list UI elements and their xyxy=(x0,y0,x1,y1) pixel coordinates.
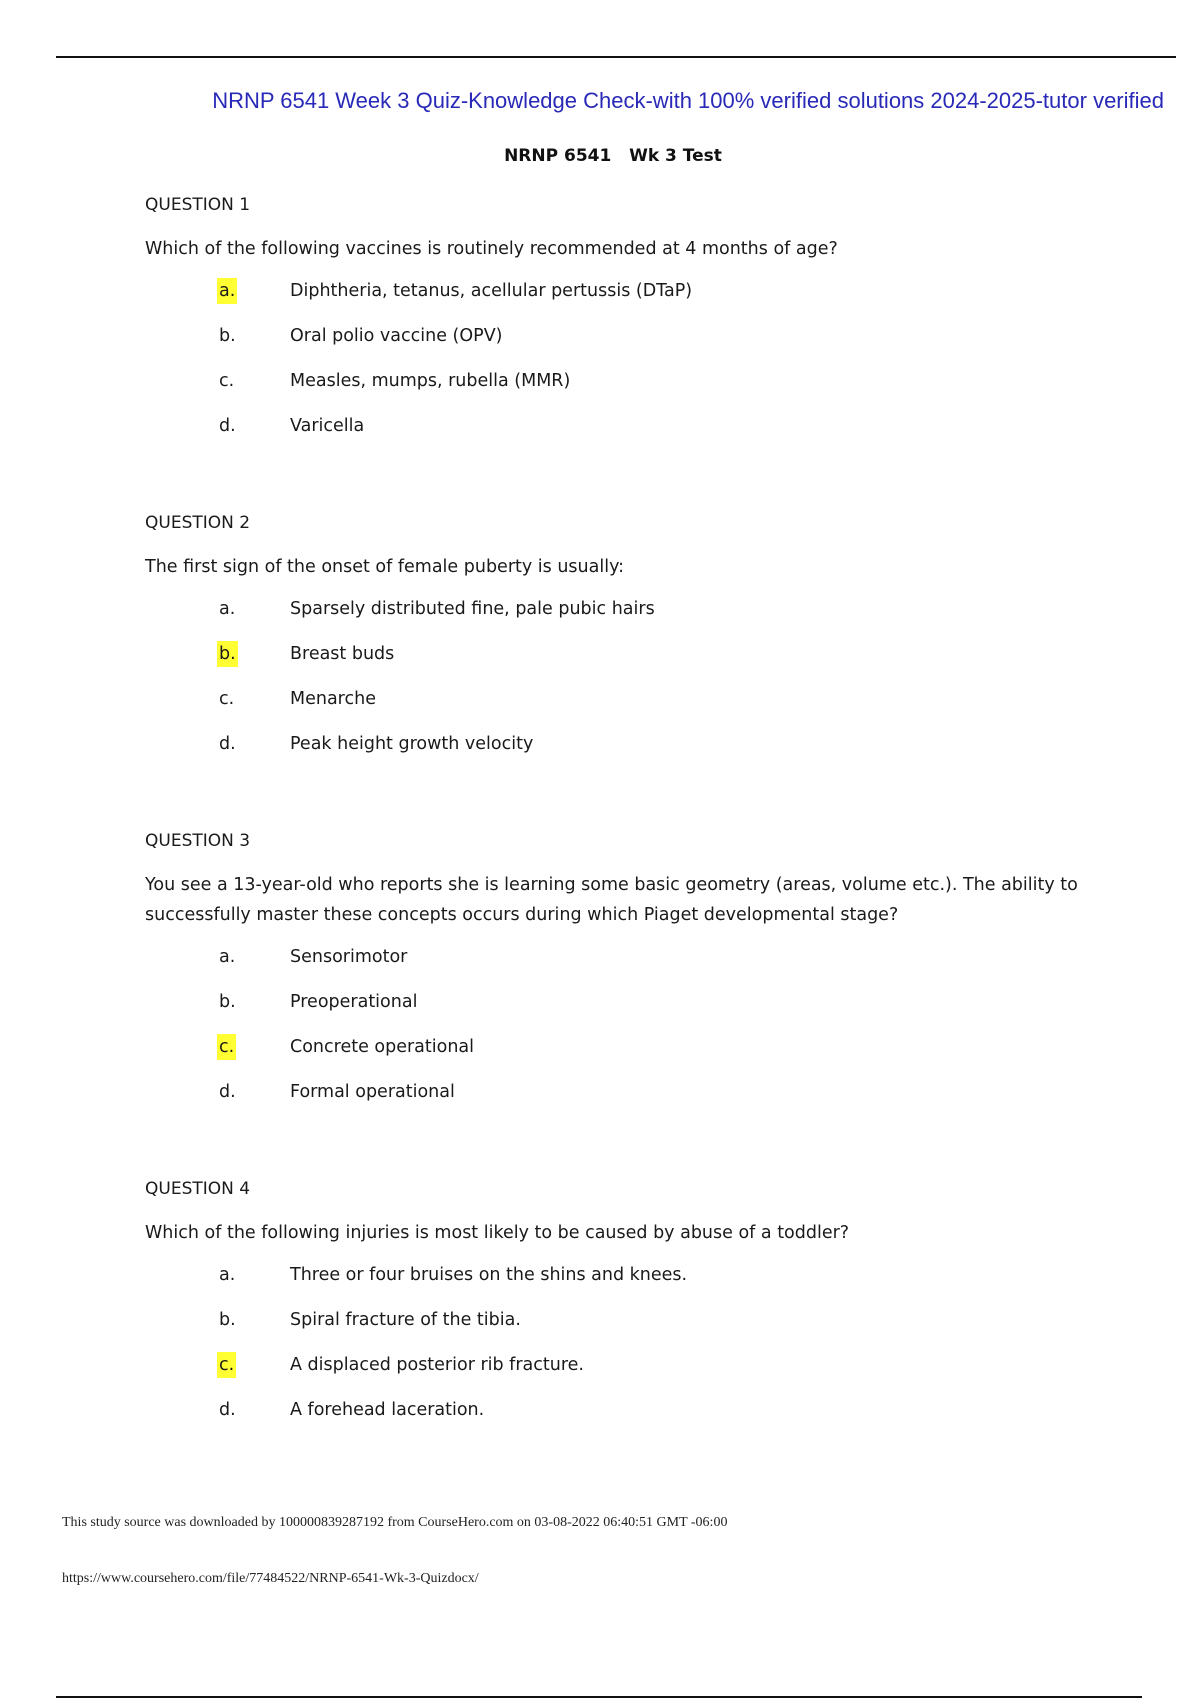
option-letter: b. xyxy=(219,992,236,1012)
option-b xyxy=(145,321,1095,366)
option-letter-correct: b. xyxy=(217,641,238,667)
download-source-notice: This study source was downloaded by 100000839287192 from CourseHero.com on 03-08-2022 06:40:51 GMT -06:00 xyxy=(62,1515,728,1530)
question-4 xyxy=(145,1176,1095,1440)
option-c xyxy=(145,366,1095,411)
option-text: Breast buds xyxy=(290,644,395,664)
question-heading: QUESTION 3 xyxy=(145,831,251,851)
option-letter-correct: a. xyxy=(217,278,237,304)
option-letter: b. xyxy=(219,326,236,346)
option-d xyxy=(145,411,1095,456)
option-text: Menarche xyxy=(290,689,376,709)
option-text: Measles, mumps, rubella (MMR) xyxy=(290,371,571,391)
option-text: Spiral fracture of the tibia. xyxy=(290,1310,521,1330)
question-heading: QUESTION 2 xyxy=(145,513,251,533)
option-letter: d. xyxy=(219,416,236,436)
option-d xyxy=(145,1077,1095,1122)
option-text: Sparsely distributed fine, pale pubic hairs xyxy=(290,599,655,619)
question-3 xyxy=(145,828,1095,1122)
option-d xyxy=(145,1395,1095,1440)
option-c xyxy=(145,1032,1095,1077)
question-text: Which of the following vaccines is routinely recommended at 4 months of age? xyxy=(145,239,838,259)
document-banner: NRNP 6541 Week 3 Quiz-Knowledge Check-with 100% verified solutions 2024-2025-tutor verified xyxy=(212,88,1164,113)
option-letter: a. xyxy=(219,947,236,967)
question-text: The first sign of the onset of female puberty is usually: xyxy=(145,557,625,577)
option-list xyxy=(145,942,1095,1122)
option-text: Concrete operational xyxy=(290,1037,475,1057)
option-a xyxy=(145,594,1095,639)
option-text: Oral polio vaccine (OPV) xyxy=(290,326,503,346)
option-text: A forehead laceration. xyxy=(290,1400,485,1420)
option-text: Three or four bruises on the shins and knees. xyxy=(290,1265,688,1285)
option-letter: d. xyxy=(219,734,236,754)
option-letter: a. xyxy=(219,599,236,619)
question-heading: QUESTION 4 xyxy=(145,1179,251,1199)
option-text: Diphtheria, tetanus, acellular pertussis (DTaP) xyxy=(290,281,693,301)
option-letter-correct: c. xyxy=(217,1034,236,1060)
option-text: Sensorimotor xyxy=(290,947,408,967)
question-heading: QUESTION 1 xyxy=(145,195,251,215)
option-letter: d. xyxy=(219,1400,236,1420)
option-b xyxy=(145,1305,1095,1350)
option-list xyxy=(145,276,1095,456)
option-text: Formal operational xyxy=(290,1082,455,1102)
option-a xyxy=(145,942,1095,987)
option-text: A displaced posterior rib fracture. xyxy=(290,1355,584,1375)
bottom-rule xyxy=(56,1696,1142,1698)
option-text: Varicella xyxy=(290,416,365,436)
option-text: Preoperational xyxy=(290,992,418,1012)
question-1 xyxy=(145,192,1095,456)
source-url: https://www.coursehero.com/file/77484522/NRNP-6541-Wk-3-Quizdocx/ xyxy=(62,1571,479,1586)
option-a xyxy=(145,1260,1095,1305)
question-text: You see a 13-year-old who reports she is learning some basic geometry (areas, volume etc.). The ability to successfully master these concepts occurs during which Piaget developmental stage? xyxy=(145,875,1078,925)
option-text: Peak height growth velocity xyxy=(290,734,534,754)
option-letter-correct: c. xyxy=(217,1352,236,1378)
option-c xyxy=(145,1350,1095,1395)
option-c xyxy=(145,684,1095,729)
option-a xyxy=(145,276,1095,321)
option-letter: d. xyxy=(219,1082,236,1102)
option-b xyxy=(145,987,1095,1032)
option-d xyxy=(145,729,1095,774)
option-list xyxy=(145,1260,1095,1440)
question-2 xyxy=(145,510,1095,774)
option-letter: c. xyxy=(219,371,235,391)
document-title: NRNP 6541 Wk 3 Test xyxy=(504,146,722,166)
option-list xyxy=(145,594,1095,774)
option-letter: b. xyxy=(219,1310,236,1330)
option-letter: a. xyxy=(219,1265,236,1285)
option-letter: c. xyxy=(219,689,235,709)
option-b xyxy=(145,639,1095,684)
top-rule xyxy=(56,56,1176,58)
question-text: Which of the following injuries is most likely to be caused by abuse of a toddler? xyxy=(145,1223,850,1243)
